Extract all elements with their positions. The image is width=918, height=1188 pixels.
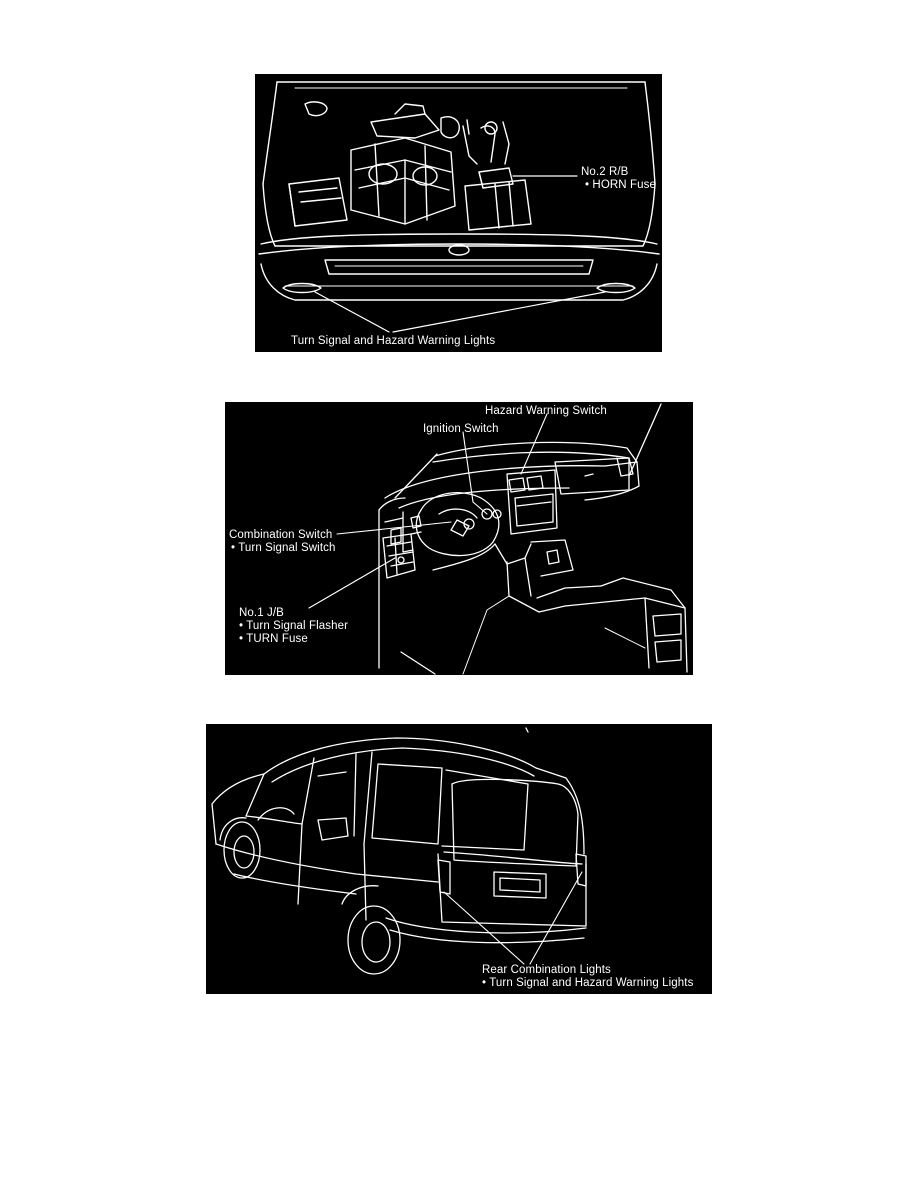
engine-compartment-figure	[255, 74, 662, 352]
no2-relay-block-label: No.2 R/B	[581, 166, 629, 178]
combination-switch-label: Combination Switch	[229, 529, 333, 541]
turn-signal-switch-label: • Turn Signal Switch	[231, 542, 336, 554]
turn-fuse-label: • TURN Fuse	[239, 633, 308, 645]
vehicle-rear-figure	[206, 724, 712, 994]
rear-combination-lights-label: Rear Combination Lights	[482, 964, 611, 976]
rear-turn-hazard-lights-label: • Turn Signal and Hazard Warning Lights	[482, 977, 694, 989]
horn-fuse-label: • HORN Fuse	[585, 179, 656, 191]
vehicle-rear-drawing	[206, 724, 712, 994]
hazard-warning-switch-label: Hazard Warning Switch	[485, 405, 607, 417]
turn-signal-flasher-label: • Turn Signal Flasher	[239, 620, 349, 632]
ignition-switch-label: Ignition Switch	[423, 423, 499, 435]
engine-compartment-drawing	[255, 74, 662, 352]
no1-junction-block-label: No.1 J/B	[239, 607, 284, 619]
instrument-panel-figure	[225, 402, 693, 675]
front-turn-hazard-lights-label: Turn Signal and Hazard Warning Lights	[291, 335, 496, 347]
